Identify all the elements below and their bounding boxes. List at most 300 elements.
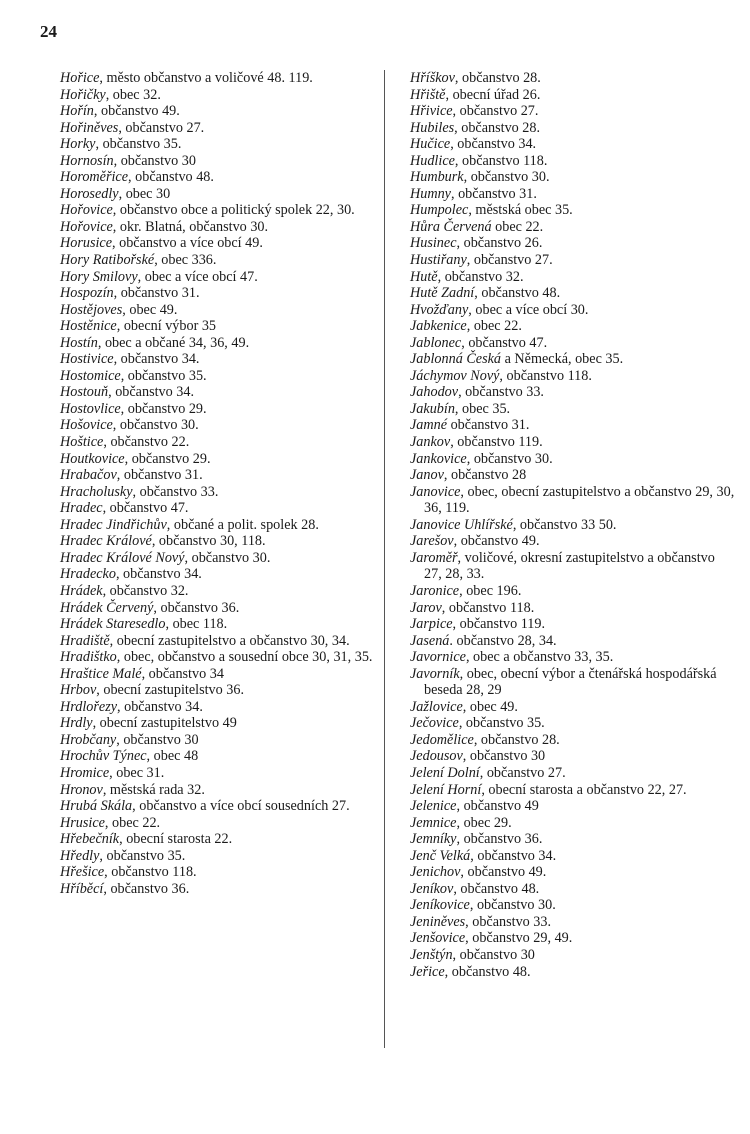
entry-place-name: Jedomělice — [410, 731, 474, 748]
entry-detail: , občanstvo 32. — [437, 268, 524, 285]
entry-place-name: Jenšovice — [410, 930, 466, 947]
index-entry — [410, 120, 735, 137]
entry-place-name: Jarešov — [410, 533, 454, 550]
entry-detail: , obecní zastupitelstvo a občanstvo 30, 34. — [109, 632, 350, 649]
entry-detail: , občanstvo 28. — [454, 119, 541, 136]
index-entry — [410, 550, 735, 583]
entry-detail: , občanstvo 34. — [470, 847, 557, 864]
entry-detail: , obecní starosta a občanstvo 22, 27. — [481, 781, 687, 798]
entry-detail: , občanstvo 27. — [452, 103, 539, 120]
entry-place-name: Horky — [60, 136, 96, 153]
entry-place-name: Hutě Zadní — [410, 285, 475, 302]
index-entry — [410, 765, 735, 782]
entry-place-name: Janov — [410, 467, 444, 484]
entry-detail: , občanstvo 48. — [453, 880, 540, 897]
entry-place-name: Hříběcí — [60, 880, 104, 897]
index-entry — [410, 930, 735, 947]
entry-detail: , obec a občané 34, 36, 49. — [97, 334, 250, 351]
entry-detail: , obec 35. — [454, 400, 511, 417]
entry-place-name: Hromice — [60, 764, 110, 781]
index-entry — [60, 881, 385, 898]
index-entry — [60, 87, 385, 104]
entry-detail: , občanstvo 35. — [458, 715, 545, 732]
index-entry — [410, 666, 735, 699]
entry-detail: , občanstvo 49. — [460, 864, 547, 881]
entry-detail: , obecní zastupitelstvo 36. — [96, 682, 245, 699]
entry-detail: , občanstvo 30 — [113, 152, 196, 169]
index-entry — [60, 235, 385, 252]
entry-place-name: Jemnice — [410, 814, 457, 831]
entry-place-name: Jablonná Česká — [410, 351, 502, 368]
entry-place-name: Houtkovice — [60, 450, 125, 467]
entry-detail: , obec, občanstvo a sousední obce 30, 31, 35. — [116, 649, 373, 666]
entry-place-name: Hrádek Staresedlo — [60, 616, 166, 633]
index-entry — [410, 782, 735, 799]
index-entry — [60, 600, 385, 617]
entry-place-name: Hrabačov — [60, 467, 117, 484]
entry-detail: , občanstvo 33. — [458, 384, 544, 401]
index-entry — [410, 384, 735, 401]
index-entry — [410, 732, 735, 749]
entry-detail: , občanstvo a více obcí 49. — [112, 235, 263, 252]
entry-place-name: Jarov — [410, 599, 442, 616]
index-entry — [60, 186, 385, 203]
index-entry — [60, 169, 385, 186]
entry-detail: , obec a více obcí 30. — [468, 301, 589, 318]
index-entry — [410, 401, 735, 418]
entry-detail: , občanstvo 47. — [461, 334, 548, 351]
entry-place-name: Hostějoves — [60, 301, 123, 318]
entry-detail: , občanstvo 30 — [452, 946, 535, 963]
entry-detail: , občanstvo 35. — [95, 136, 182, 153]
entry-detail: , občanstvo 48. — [444, 963, 531, 980]
entry-detail: , obecní výbor 35 — [116, 318, 217, 335]
index-entry — [410, 451, 735, 468]
entry-detail: , občanstvo 36. — [103, 880, 190, 897]
index-entry — [60, 798, 385, 815]
entry-detail: občanstvo 31. — [447, 417, 530, 434]
entry-place-name: Jarpice — [410, 616, 453, 633]
entry-place-name: Hrusice — [60, 814, 105, 831]
entry-detail: , občanstvo 26. — [456, 235, 543, 252]
entry-place-name: Hraštice Malé — [60, 665, 142, 682]
index-entry — [410, 103, 735, 120]
entry-detail: , obec 22. — [104, 814, 161, 831]
entry-detail: , obec 48 — [146, 748, 199, 765]
index-entry — [60, 566, 385, 583]
index-entry — [410, 351, 735, 368]
index-entry — [410, 748, 735, 765]
entry-detail: , obec 196. — [459, 582, 522, 599]
entry-detail: , občanstvo 118. — [499, 367, 592, 384]
entry-place-name: Hory Ratibořské — [60, 252, 155, 269]
index-entry — [60, 500, 385, 517]
index-entry — [410, 368, 735, 385]
entry-place-name: Hořiněves — [60, 119, 119, 136]
entry-detail: , občanstvo 30 — [116, 731, 199, 748]
entry-place-name: Hradištko — [60, 649, 117, 666]
entry-place-name: Hrochův Týnec — [60, 748, 147, 765]
index-entry — [410, 533, 735, 550]
entry-place-name: Jablonec — [410, 334, 462, 351]
entry-place-name: Hostouň — [60, 384, 109, 401]
index-entry — [60, 666, 385, 683]
index-entry — [410, 699, 735, 716]
entry-detail: , občanstvo 34. — [115, 566, 202, 583]
entry-detail: , občanstvo 35. — [120, 367, 207, 384]
index-entry — [410, 235, 735, 252]
entry-detail: , občanstvo 30. — [469, 897, 556, 914]
entry-place-name: Jabkenice — [410, 318, 467, 335]
entry-detail: , občané a polit. spolek 28. — [166, 516, 319, 533]
index-entry — [410, 616, 735, 633]
entry-place-name: Hrdly — [60, 715, 93, 732]
index-entry — [410, 318, 735, 335]
entry-detail: , občanstvo 33. — [132, 483, 219, 500]
index-entry — [60, 782, 385, 799]
index-column-right — [410, 70, 735, 980]
entry-place-name: Janovice — [410, 483, 461, 500]
index-entry — [60, 699, 385, 716]
index-entry — [60, 269, 385, 286]
entry-detail: , občanstvo 36. — [456, 831, 543, 848]
entry-detail: a Německá, obec 35. — [501, 351, 624, 368]
entry-detail: , občanstvo 32. — [102, 582, 189, 599]
entry-detail: , občanstvo 49. — [453, 533, 540, 550]
entry-place-name: Hradec Jindřichův — [60, 516, 167, 533]
column-divider — [384, 70, 385, 1048]
entry-place-name: Hošovice — [60, 417, 113, 434]
entry-detail: , občanstvo 31. — [450, 185, 537, 202]
entry-place-name: Hrdlořezy — [60, 698, 118, 715]
index-entry — [410, 484, 735, 517]
index-entry — [410, 831, 735, 848]
entry-place-name: Hradiště — [60, 632, 110, 649]
entry-place-name: Hostěnice — [60, 318, 117, 335]
index-entry — [60, 434, 385, 451]
entry-detail: , občanstvo 30. — [112, 417, 199, 434]
index-entry — [410, 649, 735, 666]
entry-place-name: Hrbov — [60, 682, 97, 699]
entry-detail: , občanstvo 31. — [116, 467, 203, 484]
entry-detail: , občanstvo 118. — [454, 152, 548, 169]
entry-place-name: Horusice — [60, 235, 113, 252]
entry-detail: obec 22. — [491, 218, 544, 235]
index-entry — [410, 715, 735, 732]
entry-place-name: Jankov — [410, 434, 451, 451]
entry-place-name: Jedousov — [410, 748, 463, 765]
entry-detail: , občanstvo 34 — [141, 665, 224, 682]
index-entry — [410, 798, 735, 815]
entry-place-name: Jažlovice — [410, 698, 463, 715]
entry-place-name: Hrubá Skála — [60, 798, 133, 815]
entry-place-name: Husinec — [410, 235, 457, 252]
index-entry — [410, 302, 735, 319]
index-entry — [60, 467, 385, 484]
entry-detail: , občanstvo 48. — [128, 169, 214, 186]
entry-place-name: Hřešice — [60, 864, 105, 881]
index-entry — [410, 252, 735, 269]
entry-detail: , obecní úřad 26. — [445, 86, 541, 103]
index-entry — [410, 153, 735, 170]
entry-detail: , obec 29. — [456, 814, 512, 831]
index-entry — [60, 103, 385, 120]
entry-detail: , obec, obecní výbor a čtenářská hospodářská beseda 28, 29 — [424, 665, 717, 699]
index-entry — [60, 649, 385, 666]
entry-detail: , obec 31. — [109, 764, 165, 781]
entry-detail: , občanstvo 28 — [443, 467, 527, 484]
entry-place-name: Hrádek Červený — [60, 599, 154, 616]
entry-place-name: Humny — [410, 185, 451, 202]
entry-detail: , okr. Blatná, občanstvo 30. — [112, 218, 269, 235]
index-entry — [60, 153, 385, 170]
index-entry — [60, 682, 385, 699]
index-entry — [410, 897, 735, 914]
index-entry — [410, 964, 735, 981]
index-entry — [60, 368, 385, 385]
entry-place-name: Hořovice — [60, 218, 113, 235]
entry-detail: , občanstvo 118. — [104, 864, 197, 881]
index-entry — [410, 269, 735, 286]
entry-place-name: Jeřice — [410, 963, 445, 980]
entry-place-name: Jelení Horní — [410, 781, 482, 798]
entry-place-name: Jaroměř — [410, 549, 458, 566]
entry-detail: , občanstvo 27. — [118, 119, 205, 136]
entry-place-name: Hronov — [60, 781, 103, 798]
index-entry — [410, 864, 735, 881]
entry-place-name: Hvožďany — [410, 301, 469, 318]
index-entry — [60, 202, 385, 219]
entry-place-name: Jelenice — [410, 798, 457, 815]
entry-place-name: Hudlice — [410, 152, 455, 169]
index-entry — [60, 285, 385, 302]
entry-place-name: Hořice — [60, 70, 100, 86]
index-entry — [60, 715, 385, 732]
index-entry — [60, 633, 385, 650]
index-entry — [410, 417, 735, 434]
entry-detail: , občanstvo a více obcí sousedních 27. — [132, 798, 350, 815]
index-entry — [60, 384, 385, 401]
entry-place-name: Hřebečník — [60, 831, 120, 848]
entry-place-name: Hořičky — [60, 86, 106, 103]
index-entry — [60, 616, 385, 633]
entry-place-name: Ječovice — [410, 715, 459, 732]
entry-detail: , občanstvo 48. — [474, 285, 561, 302]
index-entry — [410, 914, 735, 931]
entry-detail: , občanstvo 30. — [463, 169, 550, 186]
index-entry — [60, 318, 385, 335]
index-entry — [410, 517, 735, 534]
entry-place-name: Jamné — [410, 417, 448, 434]
index-entry — [410, 202, 735, 219]
entry-place-name: Hostovlice — [60, 400, 121, 417]
index-entry — [60, 484, 385, 501]
entry-detail: , občanstvo 27. — [479, 764, 566, 781]
entry-detail: , občanstvo 33 50. — [512, 516, 617, 533]
entry-detail: , občanstvo 29, 49. — [465, 930, 573, 947]
entry-place-name: Hory Smilovy — [60, 268, 138, 285]
entry-place-name: Hřiště — [410, 86, 446, 103]
index-entry — [410, 335, 735, 352]
index-entry — [60, 302, 385, 319]
entry-detail: , občanstvo 31. — [113, 285, 200, 302]
entry-place-name: Janovice Uhlířské — [410, 516, 513, 533]
entry-place-name: Javornice — [410, 649, 466, 666]
index-entry — [60, 401, 385, 418]
entry-detail: , občanstvo 34. — [113, 351, 200, 368]
entry-place-name: Hříškov — [410, 70, 455, 86]
entry-detail: , občanstvo obce a politický spolek 22, 30. — [112, 202, 355, 219]
index-entry — [410, 169, 735, 186]
entry-place-name: Javorník — [410, 665, 460, 682]
entry-place-name: Hutě — [410, 268, 438, 285]
entry-place-name: Hrádek — [60, 582, 103, 599]
entry-detail: , občanstvo 30, 118. — [151, 533, 266, 550]
entry-place-name: Jakubín — [410, 400, 455, 417]
index-entry — [60, 70, 385, 87]
entry-place-name: Jeniněves — [410, 913, 466, 930]
entry-detail: , obecní zastupitelstvo 49 — [92, 715, 237, 732]
entry-place-name: Hostivice — [60, 351, 114, 368]
index-entry — [410, 815, 735, 832]
entry-detail: , občanstvo 30. — [466, 450, 553, 467]
entry-detail: , městská obec 35. — [468, 202, 573, 219]
entry-place-name: Hořín — [60, 103, 94, 120]
index-entry — [410, 947, 735, 964]
index-entry — [60, 533, 385, 550]
entry-detail: , občanstvo 119. — [450, 434, 543, 451]
entry-place-name: Hracholusky — [60, 483, 133, 500]
index-entry — [60, 732, 385, 749]
entry-place-name: Hostín — [60, 334, 98, 351]
index-entry — [410, 583, 735, 600]
index-entry — [60, 219, 385, 236]
entry-detail: . občanstvo 28, 34. — [449, 632, 557, 649]
index-entry — [60, 517, 385, 534]
entry-detail: , občanstvo 27. — [466, 252, 553, 269]
entry-detail: , občanstvo 33. — [465, 913, 552, 930]
entry-place-name: Jáchymov Nový — [410, 367, 500, 384]
entry-detail: , občanstvo 34. — [108, 384, 194, 401]
index-entry — [60, 550, 385, 567]
entry-place-name: Hučice — [410, 136, 451, 153]
entry-detail: , obec 32. — [105, 86, 161, 103]
entry-place-name: Hubiles — [410, 119, 455, 136]
entry-detail: , občanstvo 30 — [462, 748, 546, 765]
entry-place-name: Jelení Dolní — [410, 764, 480, 781]
entry-detail: , městská rada 32. — [102, 781, 205, 798]
index-entry — [60, 765, 385, 782]
index-entry — [60, 815, 385, 832]
entry-detail: , občanstvo 34. — [117, 698, 203, 715]
entry-detail: , občanstvo 34. — [450, 136, 537, 153]
entry-detail: , obec 49. — [462, 698, 518, 715]
entry-detail: , obec 22. — [466, 318, 522, 335]
entry-place-name: Hradec Králové — [60, 533, 152, 550]
entry-place-name: Hřivice — [410, 103, 453, 120]
index-entry — [60, 351, 385, 368]
entry-place-name: Hředly — [60, 847, 100, 864]
entry-place-name: Humpolec — [410, 202, 469, 219]
entry-detail: , obec a více obcí 47. — [137, 268, 258, 285]
entry-detail: , občanstvo 29. — [120, 400, 207, 417]
index-entry — [60, 451, 385, 468]
index-entry — [60, 748, 385, 765]
entry-detail: , obec 118. — [165, 616, 228, 633]
entry-place-name: Jahodov — [410, 384, 459, 401]
index-entry — [60, 848, 385, 865]
index-entry — [60, 252, 385, 269]
entry-detail: , obec 336. — [154, 252, 217, 269]
entry-place-name: Hostomice — [60, 367, 121, 384]
entry-detail: , voličové, okresní zastupitelstvo a občanstvo 27, 28, 33. — [424, 549, 715, 583]
index-entry — [410, 467, 735, 484]
entry-place-name: Hornosín — [60, 152, 114, 169]
entry-detail: , občanstvo 29. — [124, 450, 211, 467]
index-entry — [60, 335, 385, 352]
index-column-left — [60, 70, 385, 897]
index-entry — [60, 417, 385, 434]
entry-detail: , obecní starosta 22. — [119, 831, 233, 848]
entry-place-name: Jankovice — [410, 450, 467, 467]
index-entry — [60, 831, 385, 848]
entry-place-name: Hoštice — [60, 434, 104, 451]
entry-place-name: Jasená — [410, 632, 450, 649]
entry-detail: , občanstvo 119. — [452, 616, 546, 633]
entry-place-name: Jenštýn — [410, 946, 453, 963]
index-entry — [410, 633, 735, 650]
entry-detail: , občanstvo 30. — [184, 549, 271, 566]
entry-detail: , občanstvo 118. — [441, 599, 535, 616]
entry-detail: , město občanstvo a voličové 48. 119. — [99, 70, 313, 86]
entry-detail: , občanstvo 47. — [102, 500, 189, 517]
entry-place-name: Hořovice — [60, 202, 113, 219]
entry-place-name: Hospozín — [60, 285, 114, 302]
index-entry — [60, 136, 385, 153]
index-entry — [410, 881, 735, 898]
entry-place-name: Jeníkovice — [410, 897, 470, 914]
entry-detail: , občanstvo 36. — [153, 599, 240, 616]
entry-detail: , občanstvo 22. — [103, 434, 190, 451]
entry-place-name: Jemníky — [410, 831, 457, 848]
entry-place-name: Hůra Červená — [410, 218, 492, 235]
page-number: 24 — [40, 22, 57, 41]
entry-place-name: Jaronice — [410, 582, 460, 599]
entry-place-name: Hrobčany — [60, 731, 117, 748]
entry-detail: , obec 49. — [122, 301, 178, 318]
entry-detail: , občanstvo 49 — [456, 798, 539, 815]
entry-detail: , obec 30 — [118, 185, 171, 202]
entry-place-name: Hradec Králové Nový — [60, 549, 185, 566]
entry-detail: , občanstvo 28. — [454, 70, 541, 86]
index-entry — [60, 864, 385, 881]
entry-place-name: Humburk — [410, 169, 464, 186]
index-entry — [410, 285, 735, 302]
entry-detail: , občanstvo 28. — [473, 731, 560, 748]
index-entry — [410, 87, 735, 104]
entry-place-name: Horoměřice — [60, 169, 129, 186]
entry-place-name: Jeníkov — [410, 880, 454, 897]
index-entry — [60, 120, 385, 137]
index-entry — [410, 434, 735, 451]
index-entry — [410, 848, 735, 865]
entry-detail: , obec, obecní zastupitelstvo a občanstvo 29, 30, 36, 119. — [424, 483, 735, 517]
entry-detail: , občanstvo 35. — [99, 847, 186, 864]
entry-detail: , občanstvo 49. — [93, 103, 180, 120]
index-entry — [410, 70, 735, 87]
index-entry — [410, 219, 735, 236]
entry-place-name: Jenichov — [410, 864, 461, 881]
